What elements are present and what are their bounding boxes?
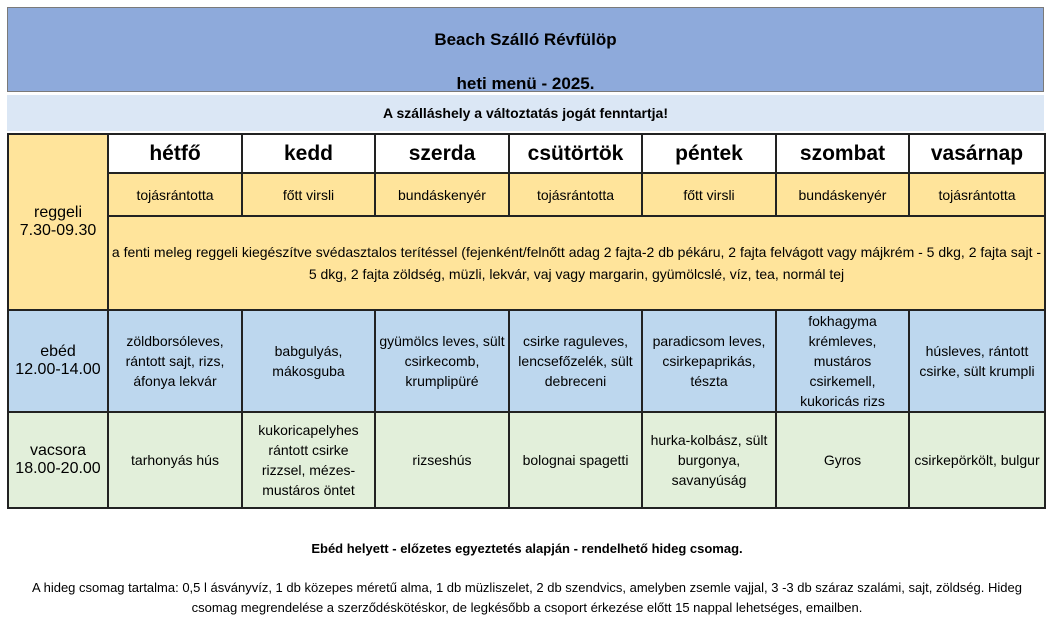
dinner-cell: Gyros	[776, 412, 909, 508]
lunch-row	[8, 310, 1045, 412]
dinner-cell: hurka-kolbász, sült burgonya, savanyúság	[642, 412, 776, 508]
breakfast-time: 7.30-09.30	[19, 222, 97, 239]
day-header-sunday: vasárnap	[909, 134, 1045, 173]
day-header-saturday: szombat	[776, 134, 909, 173]
breakfast-extra-note: a fenti meleg reggeli kiegészítve svédasztalos terítéssel (fejenként/felnőtt adag 2 fajta-2 db pékáru, 2 fajta felvágott vagy májkrém - 5 dkg, 2 fajta sajt - 5 dkg, 2 fajta zöldség, müzli, lekvár, vaj vagy margarin, gyümölcslé, víz, tea, normál tej	[108, 216, 1045, 310]
lunch-label-cell	[8, 310, 108, 412]
dinner-cell: rizseshús	[375, 412, 509, 508]
day-header-friday: péntek	[642, 134, 776, 173]
day-header-tuesday: kedd	[242, 134, 375, 173]
day-header-wednesday: szerda	[375, 134, 509, 173]
breakfast-extra-row	[8, 216, 1045, 310]
change-notice: A szálláshely a változtatás jogát fenntartja!	[7, 95, 1044, 131]
cold-package-details: A hideg csomag tartalma: 0,5 l ásványvíz, 1 db közepes méretű alma, 1 db müzliszelet, 2 db szendvics, amelyben zsemle vajjal, 3 -3 db száraz szalámi, sajt, zöldség. Hideg csomag megrendelése a szerződéskötéskor, de legkésőbb a csoport érkezése előtt 15 nappal lehetséges, emailben.	[32, 580, 1022, 615]
breakfast-name: reggeli	[33, 204, 83, 221]
breakfast-cell: főtt virsli	[242, 173, 375, 216]
dinner-time: 18.00-20.00	[15, 460, 101, 477]
lunch-name: ebéd	[40, 343, 76, 360]
breakfast-cell: bundáskenyér	[776, 173, 909, 216]
weekly-menu-table	[7, 133, 1046, 509]
lunch-cell: csirke raguleves, lencsefőzelék, sült debreceni	[509, 310, 642, 412]
day-header-row	[8, 134, 1045, 173]
menu-subtitle: heti menü - 2025.	[456, 74, 595, 93]
cold-package-heading: Ebéd helyett - előzetes egyeztetés alapján - rendelhető hideg csomag.	[311, 541, 743, 556]
dinner-name: vacsora	[29, 442, 87, 459]
dinner-row	[8, 412, 1045, 508]
hotel-title: Beach Szálló Révfülöp	[434, 30, 617, 49]
lunch-cell: fokhagyma krémleves, mustáros csirkemell, kukoricás rizs	[776, 310, 909, 412]
breakfast-row	[8, 173, 1045, 216]
dinner-cell: tarhonyás hús	[108, 412, 242, 508]
dinner-cell: kukoricapelyhes rántott csirke rizzsel, mézes-mustáros öntet	[242, 412, 375, 508]
lunch-cell: gyümölcs leves, sült csirkecomb, krumplipüré	[375, 310, 509, 412]
breakfast-cell: tojásrántotta	[909, 173, 1045, 216]
lunch-cell: zöldborsóleves, rántott sajt, rizs, áfonya lekvár	[108, 310, 242, 412]
breakfast-cell: tojásrántotta	[108, 173, 242, 216]
menu-header	[7, 7, 1044, 92]
lunch-cell: húsleves, rántott csirke, sült krumpli	[909, 310, 1045, 412]
day-header-thursday: csütörtök	[509, 134, 642, 173]
breakfast-label-cell	[8, 134, 108, 310]
breakfast-cell: bundáskenyér	[375, 173, 509, 216]
lunch-time: 12.00-14.00	[15, 361, 101, 378]
lunch-cell: paradicsom leves, csirkepaprikás, tészta	[642, 310, 776, 412]
breakfast-cell: tojásrántotta	[509, 173, 642, 216]
dinner-label-cell	[8, 412, 108, 508]
breakfast-cell: főtt virsli	[642, 173, 776, 216]
lunch-cell: babgulyás, mákosguba	[242, 310, 375, 412]
day-header-monday: hétfő	[108, 134, 242, 173]
dinner-cell: csirkepörkölt, bulgur	[909, 412, 1045, 508]
dinner-cell: bolognai spagetti	[509, 412, 642, 508]
